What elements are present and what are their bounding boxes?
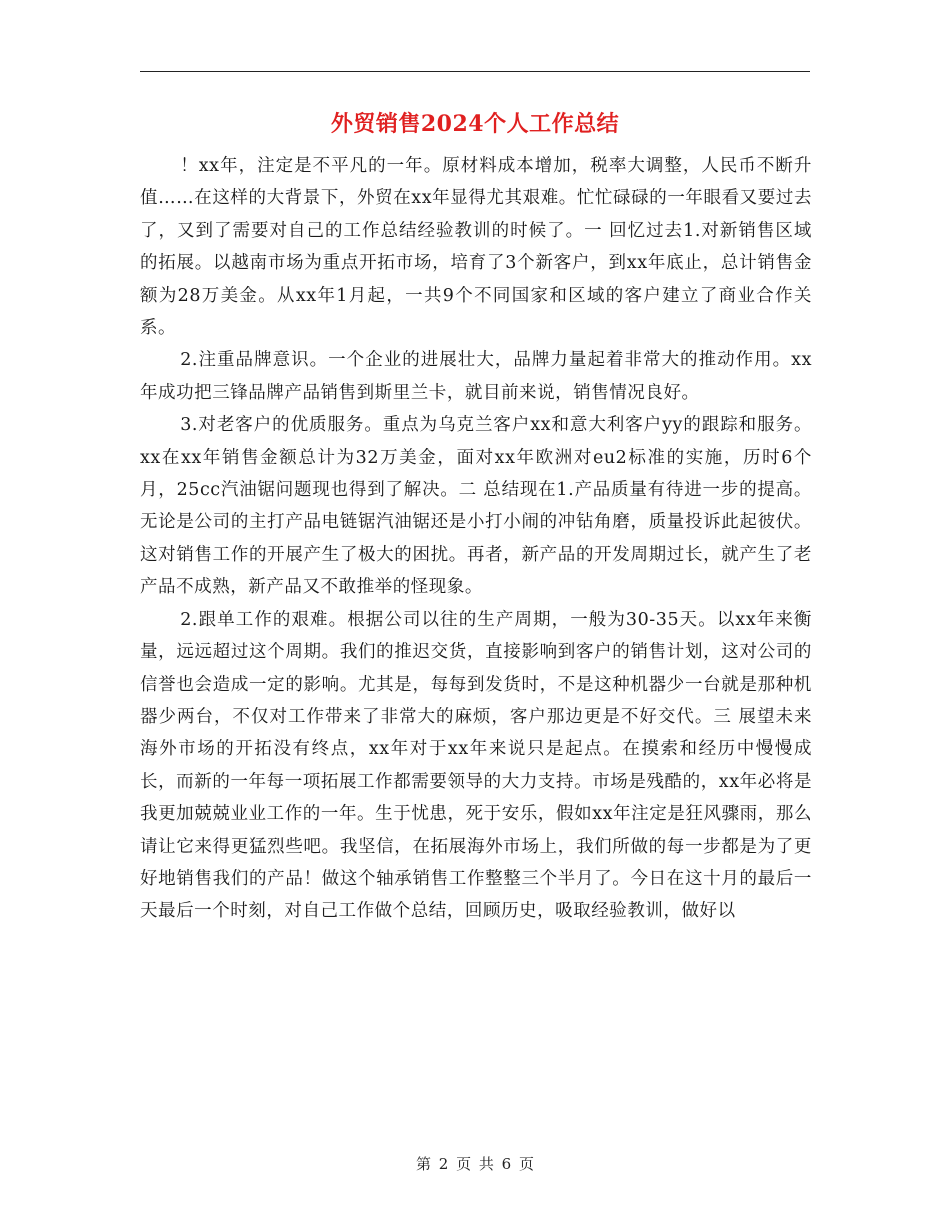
paragraph-4: 2.跟单工作的艰难。根据公司以往的生产周期，一般为30-35天。以xx年来衡量，远远超过这个周期。我们的推迟交货，直接影响到客户的销售计划，这对公司的信誉也会造成一定的影响。尤其是，每每到发货时，不是这种机器少一台就是那种机器少两台，不仅对工作带来了非常大的麻烦，客户那边更是不好交代。三 展望未来海外市场的开拓没有终点，xx年对于xx年来说只是起点。在摸索和经历中慢慢成长，而新的一年每一项拓展工作都需要领导的大力支持。市场是残酷的，xx年必将是我更加兢兢业业工作的一年。生于忧患，死于安乐，假如xx年注定是狂风骤雨，那么请让它来得更猛烈些吧。我坚信，在拓展海外市场上，我们所做的每一步都是为了更好地销售我们的产品！做这个轴承销售工作整整三个半月了。今日在这十月的最后一天最后一个时刻，对自己工作做个总结，回顾历史，吸取经验教训，做好以 xyxy=(140,609,812,922)
header-rule xyxy=(140,71,810,72)
document-body xyxy=(140,150,812,928)
document-title: 外贸销售2024个人工作总结 xyxy=(330,111,620,137)
page-number-footer: 第 2 页 共 6 页 xyxy=(416,1155,534,1173)
paragraph-1: ！xx年，注定是不平凡的一年。原材料成本增加，税率大调整，人民币不断升值……在这样的大背景下，外贸在xx年显得尤其艰难。忙忙碌碌的一年眼看又要过去了，又到了需要对自己的工作总结经验教训的时候了。一 回忆过去1.对新销售区域的拓展。以越南市场为重点开拓市场，培育了3个新客户，到xx年底止，总计销售金额为28万美金。从xx年1月起，一共9个不同国家和区域的客户建立了商业合作关系。 xyxy=(140,156,812,339)
paragraph-2: 2.注重品牌意识。一个企业的进展壮大，品牌力量起着非常大的推动作用。xx年成功把三锋品牌产品销售到斯里兰卡，就目前来说，销售情况良好。 xyxy=(140,350,812,403)
paragraph-3: 3.对老客户的优质服务。重点为乌克兰客户xx和意大利客户yy的跟踪和服务。xx在xx年销售金额总计为32万美金，面对xx年欧洲对eu2标准的实施，历时6个月，25cc汽油锯问题现也得到了解决。二 总结现在1.产品质量有待进一步的提高。无论是公司的主打产品电链锯汽油锯还是小打小闹的冲钻角磨，质量投诉此起彼伏。这对销售工作的开展产生了极大的困扰。再者，新产品的开发周期过长，就产生了老产品不成熟，新产品又不敢推举的怪现象。 xyxy=(140,415,812,598)
